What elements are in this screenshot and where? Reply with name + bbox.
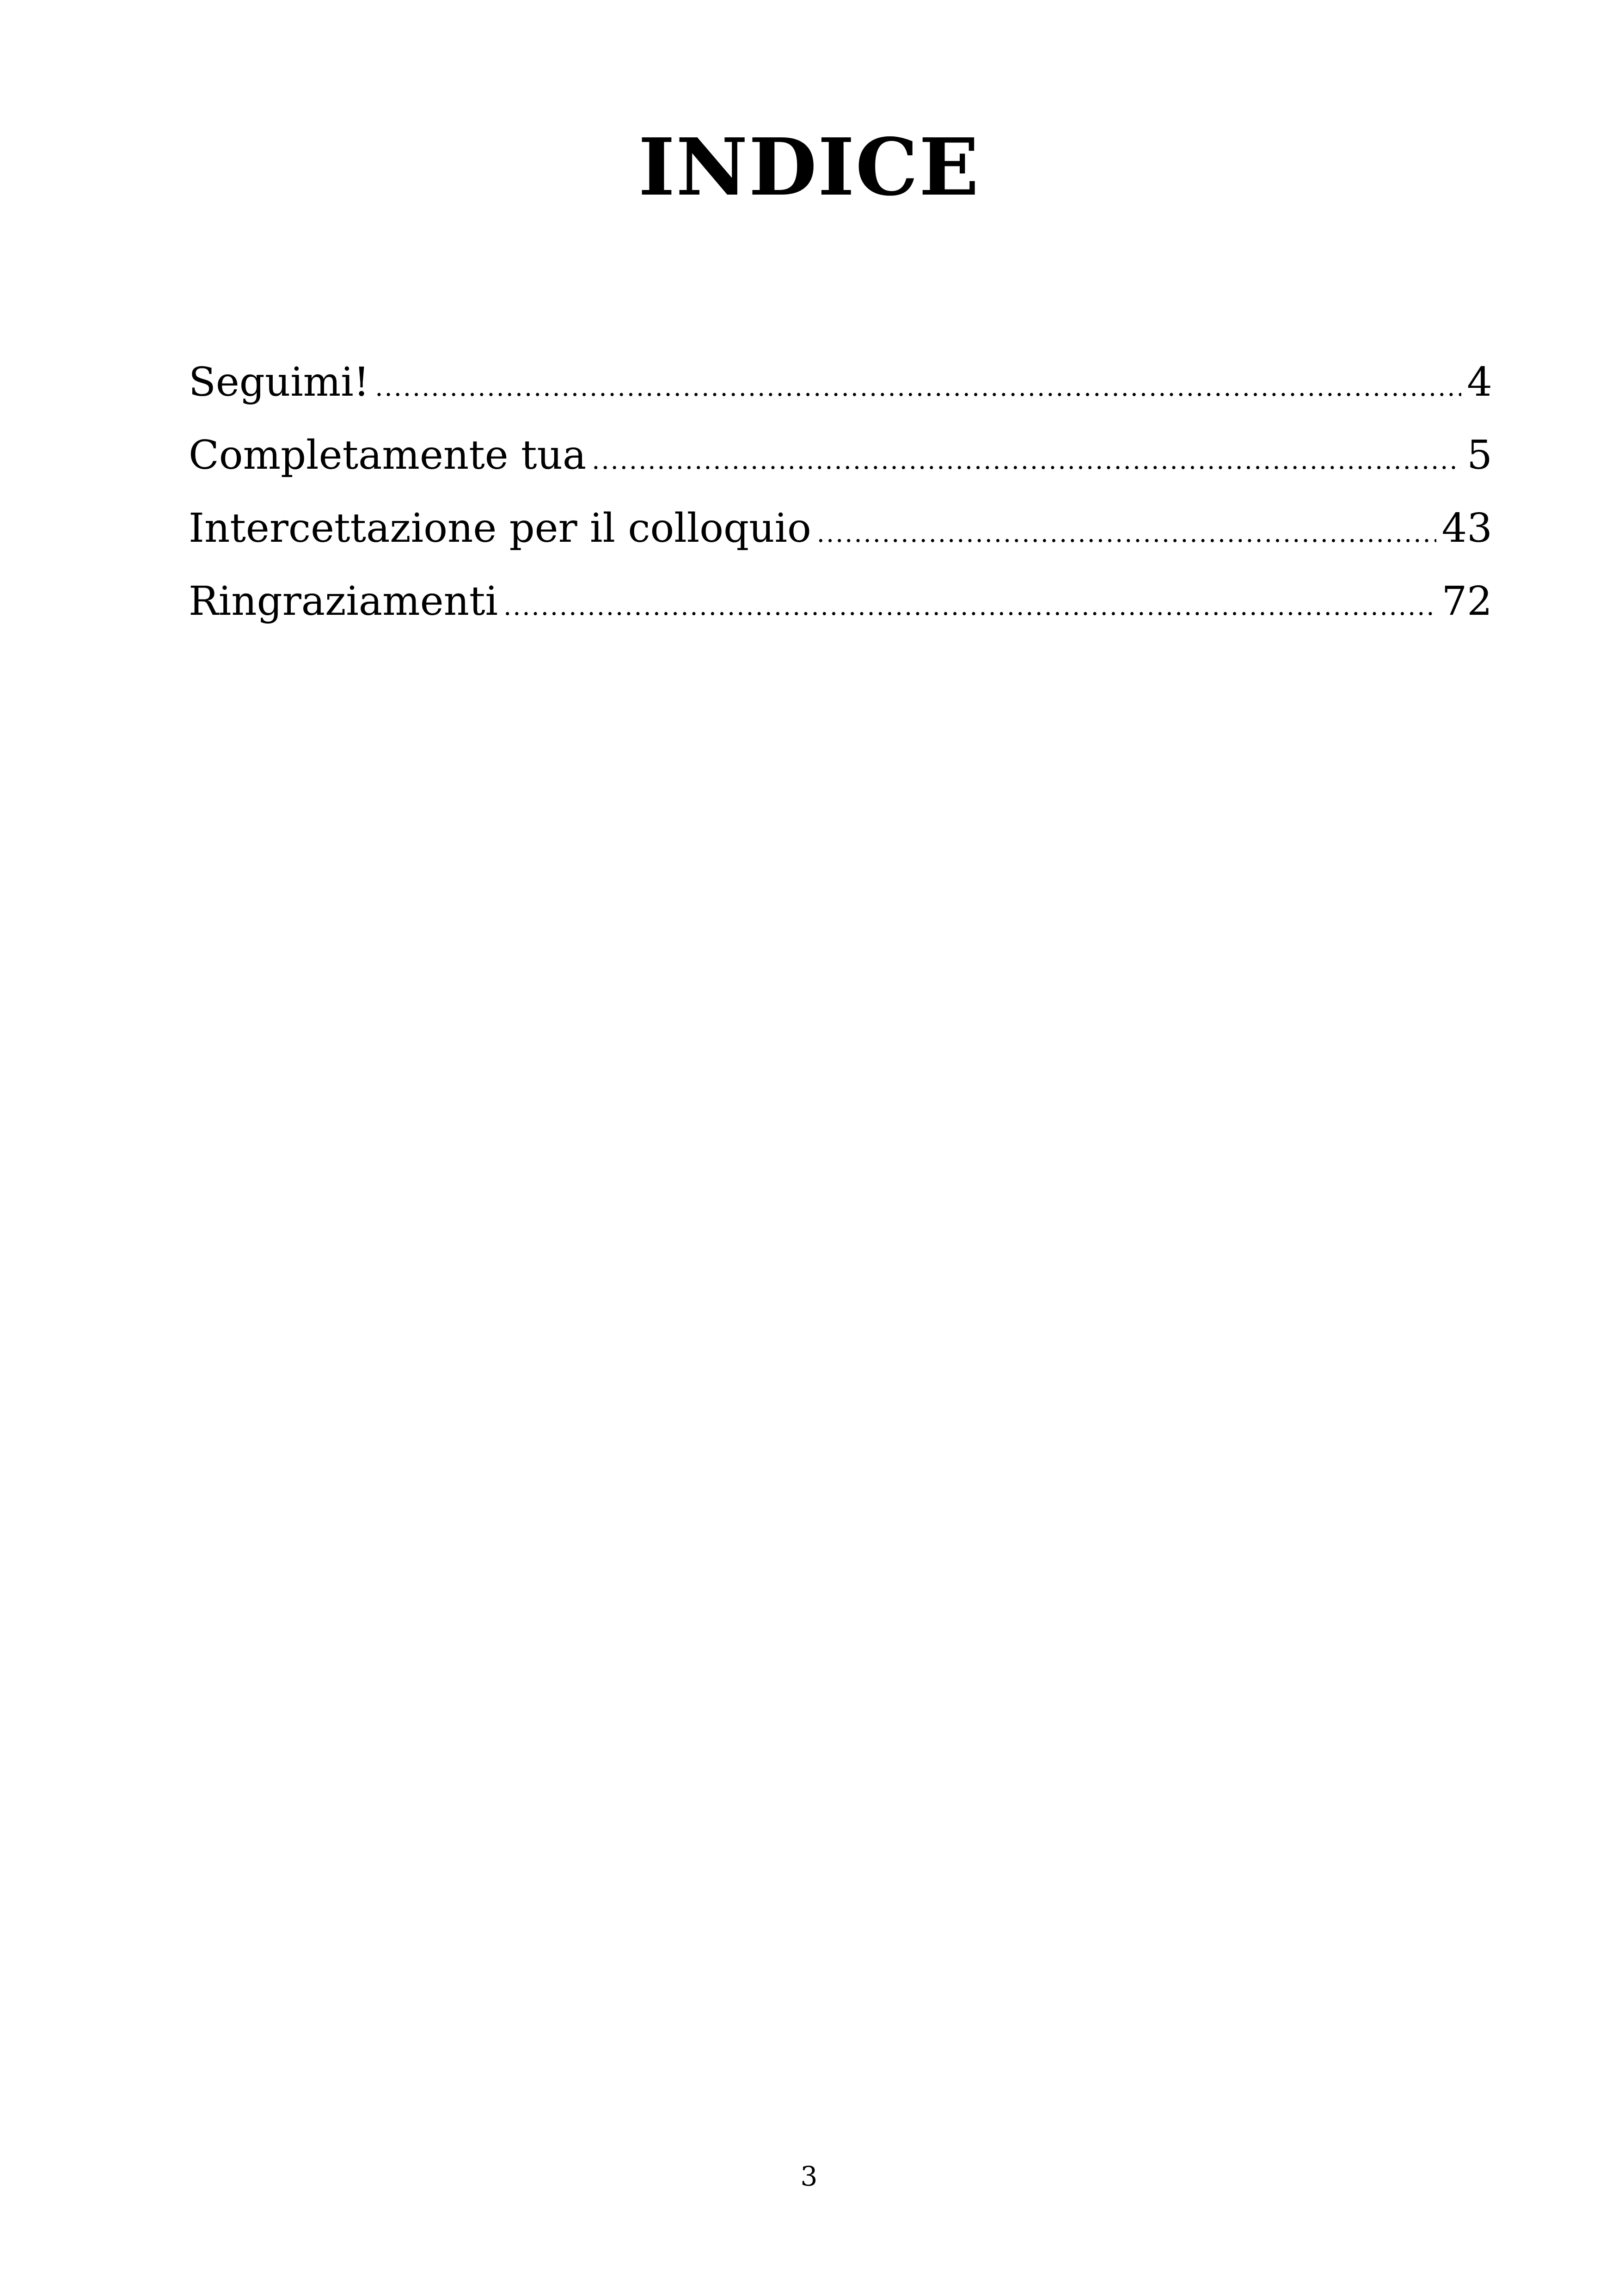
- toc-dot-leader: [592, 424, 1461, 497]
- page-title: INDICE: [638, 121, 980, 214]
- toc-entry-ringraziamenti: [189, 565, 1492, 638]
- toc-entry-page: 43: [1441, 505, 1492, 551]
- toc-entry-page: 72: [1441, 578, 1492, 625]
- toc-dot-leader: [817, 497, 1436, 570]
- toc-entry-title: Ringraziamenti: [189, 578, 498, 625]
- table-of-contents: [189, 346, 1492, 638]
- toc-entry-page: 5: [1467, 432, 1492, 478]
- toc-entry-completamente-tua: [189, 419, 1492, 492]
- toc-entry-page: 4: [1467, 359, 1492, 405]
- toc-entry-title: Completamente tua: [189, 432, 587, 478]
- toc-dot-leader: [375, 351, 1461, 424]
- toc-entry-title: Intercettazione per il colloquio: [189, 505, 811, 551]
- toc-entry-intercettazione: [189, 492, 1492, 565]
- page-number: 3: [800, 2161, 818, 2192]
- toc-dot-leader: [503, 570, 1436, 643]
- toc-entry-title: Seguimi!: [189, 359, 370, 405]
- toc-entry-seguimi: [189, 346, 1492, 419]
